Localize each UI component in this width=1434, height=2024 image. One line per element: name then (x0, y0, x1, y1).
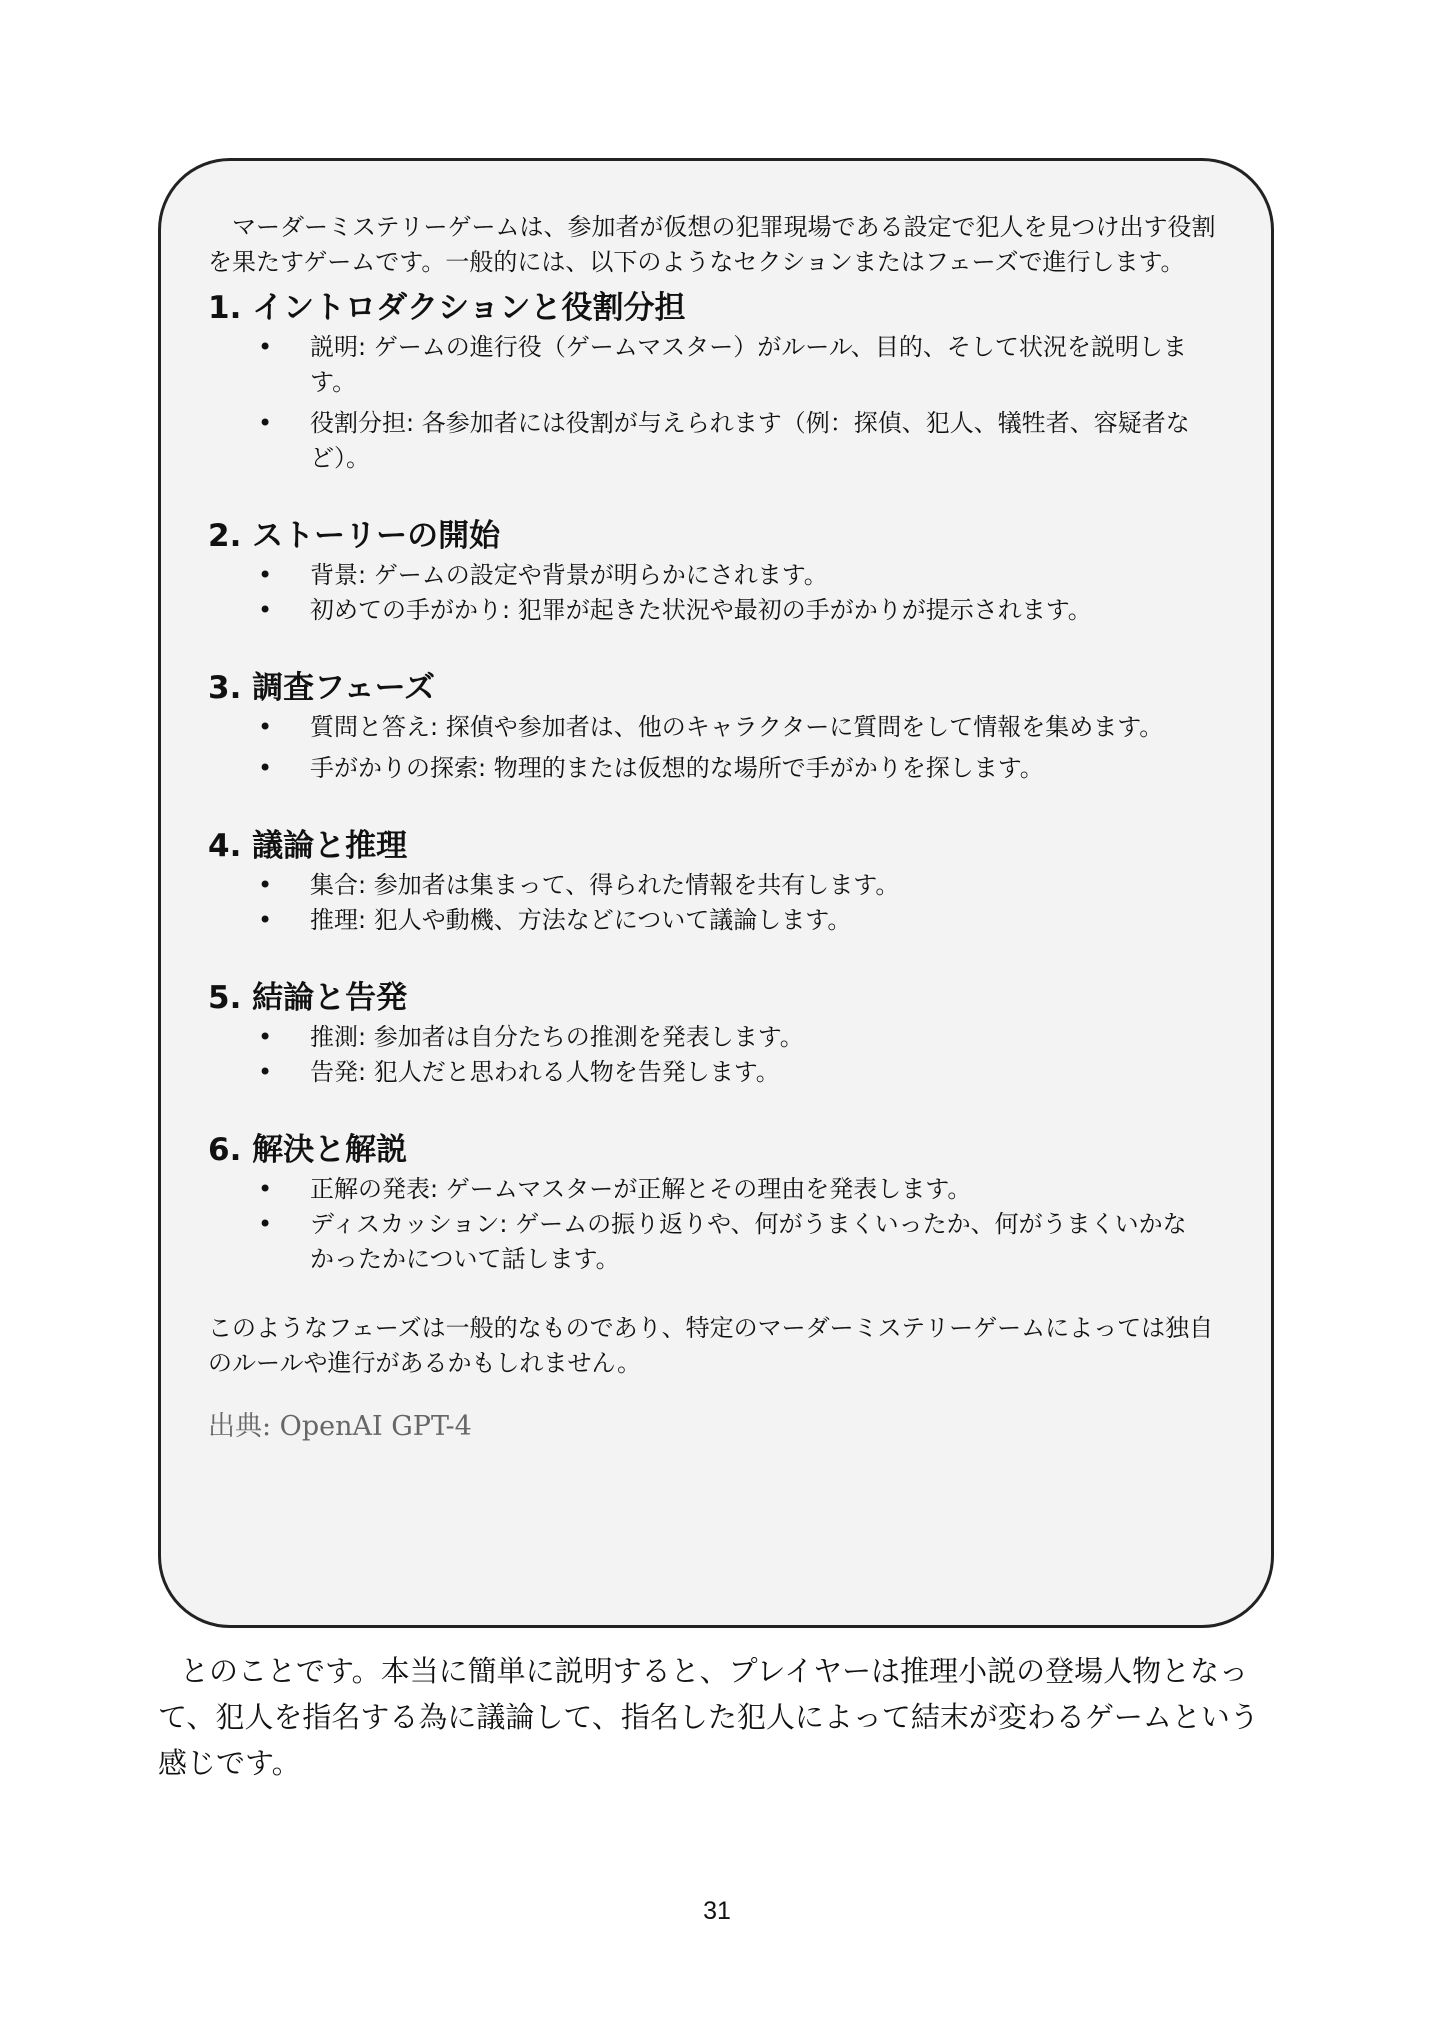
bullet-list (208, 868, 1228, 938)
section-discussion (208, 824, 1228, 938)
bullet-icon: • (258, 1210, 273, 1238)
section-heading: 4. 議論と推理 (208, 828, 408, 864)
list-item: • ディスカッション: ゲームの振り返りや、何がうまくいったか、何がうまくいかなかったかについて話します。 (208, 1207, 1228, 1277)
section-conclusion (208, 976, 1228, 1090)
closing-paragraph: このようなフェーズは一般的なものであり、特定のマーダーミステリーゲームによっては独自のルールや進行があるかもしれません。 (208, 1314, 1214, 1377)
section-heading: 2. ストーリーの開始 (208, 518, 501, 554)
bullet-icon: • (258, 409, 273, 437)
section-heading: 1. イントロダクションと役割分担 (208, 290, 686, 326)
list-item: • 質問と答え: 探偵や参加者は、他のキャラクターに質問をして情報を集めます。 (208, 710, 1228, 745)
bullet-list (208, 1172, 1228, 1277)
bullet-icon: • (258, 713, 273, 741)
section-heading: 6. 解決と解説 (208, 1132, 408, 1168)
bullet-list (208, 330, 1228, 476)
source-citation: 出典: OpenAI GPT-4 (208, 1411, 472, 1442)
section-story-start (208, 514, 1228, 628)
bullet-icon: • (258, 754, 273, 782)
section-heading: 5. 結論と告発 (208, 980, 408, 1016)
list-item: • 役割分担: 各参加者には役割が与えられます（例：探偵、犯人、犠牲者、容疑者など）。 (208, 406, 1228, 476)
list-item: • 手がかりの探索: 物理的または仮想的な場所で手がかりを探します。 (208, 751, 1228, 786)
quote-content (208, 210, 1228, 1447)
list-item: • 推測: 参加者は自分たちの推測を発表します。 (208, 1020, 1228, 1055)
bullet-icon: • (258, 1058, 273, 1086)
page-number: 31 (703, 1897, 731, 1925)
section-resolution (208, 1128, 1228, 1277)
list-item: • 告発: 犯人だと思われる人物を告発します。 (208, 1055, 1228, 1090)
list-item: • 説明: ゲームの進行役（ゲームマスター）がルール、目的、そして状況を説明します。 (208, 330, 1228, 400)
bullet-list (208, 1020, 1228, 1090)
list-item: • 初めての手がかり: 犯罪が起きた状況や最初の手がかりが提示されます。 (208, 593, 1228, 628)
list-item: • 集合: 参加者は集まって、得られた情報を共有します。 (208, 868, 1228, 903)
section-introduction (208, 286, 1228, 476)
bullet-icon: • (258, 333, 273, 361)
list-item: • 推理: 犯人や動機、方法などについて議論します。 (208, 903, 1228, 938)
bullet-list (208, 710, 1228, 786)
list-item: • 背景: ゲームの設定や背景が明らかにされます。 (208, 558, 1228, 593)
intro-paragraph: マーダーミステリーゲームは、参加者が仮想の犯罪現場である設定で犯人を見つけ出す役割を果たすゲームです。一般的には、以下のようなセクションまたはフェーズで進行します。 (208, 213, 1216, 276)
bullet-list (208, 558, 1228, 628)
body-paragraph: とのことです。本当に簡単に説明すると、プレイヤーは推理小説の登場人物となって、犯人を指名する為に議論して、指名した犯人によって結末が変わるゲームという感じです。 (158, 1654, 1259, 1780)
bullet-icon: • (258, 1175, 273, 1203)
section-heading: 3. 調査フェーズ (208, 670, 436, 706)
list-item: • 正解の発表: ゲームマスターが正解とその理由を発表します。 (208, 1172, 1228, 1207)
section-investigation (208, 666, 1228, 786)
bullet-icon: • (258, 1023, 273, 1051)
bullet-icon: • (258, 871, 273, 899)
bullet-icon: • (258, 596, 273, 624)
bullet-icon: • (258, 561, 273, 589)
bullet-icon: • (258, 906, 273, 934)
